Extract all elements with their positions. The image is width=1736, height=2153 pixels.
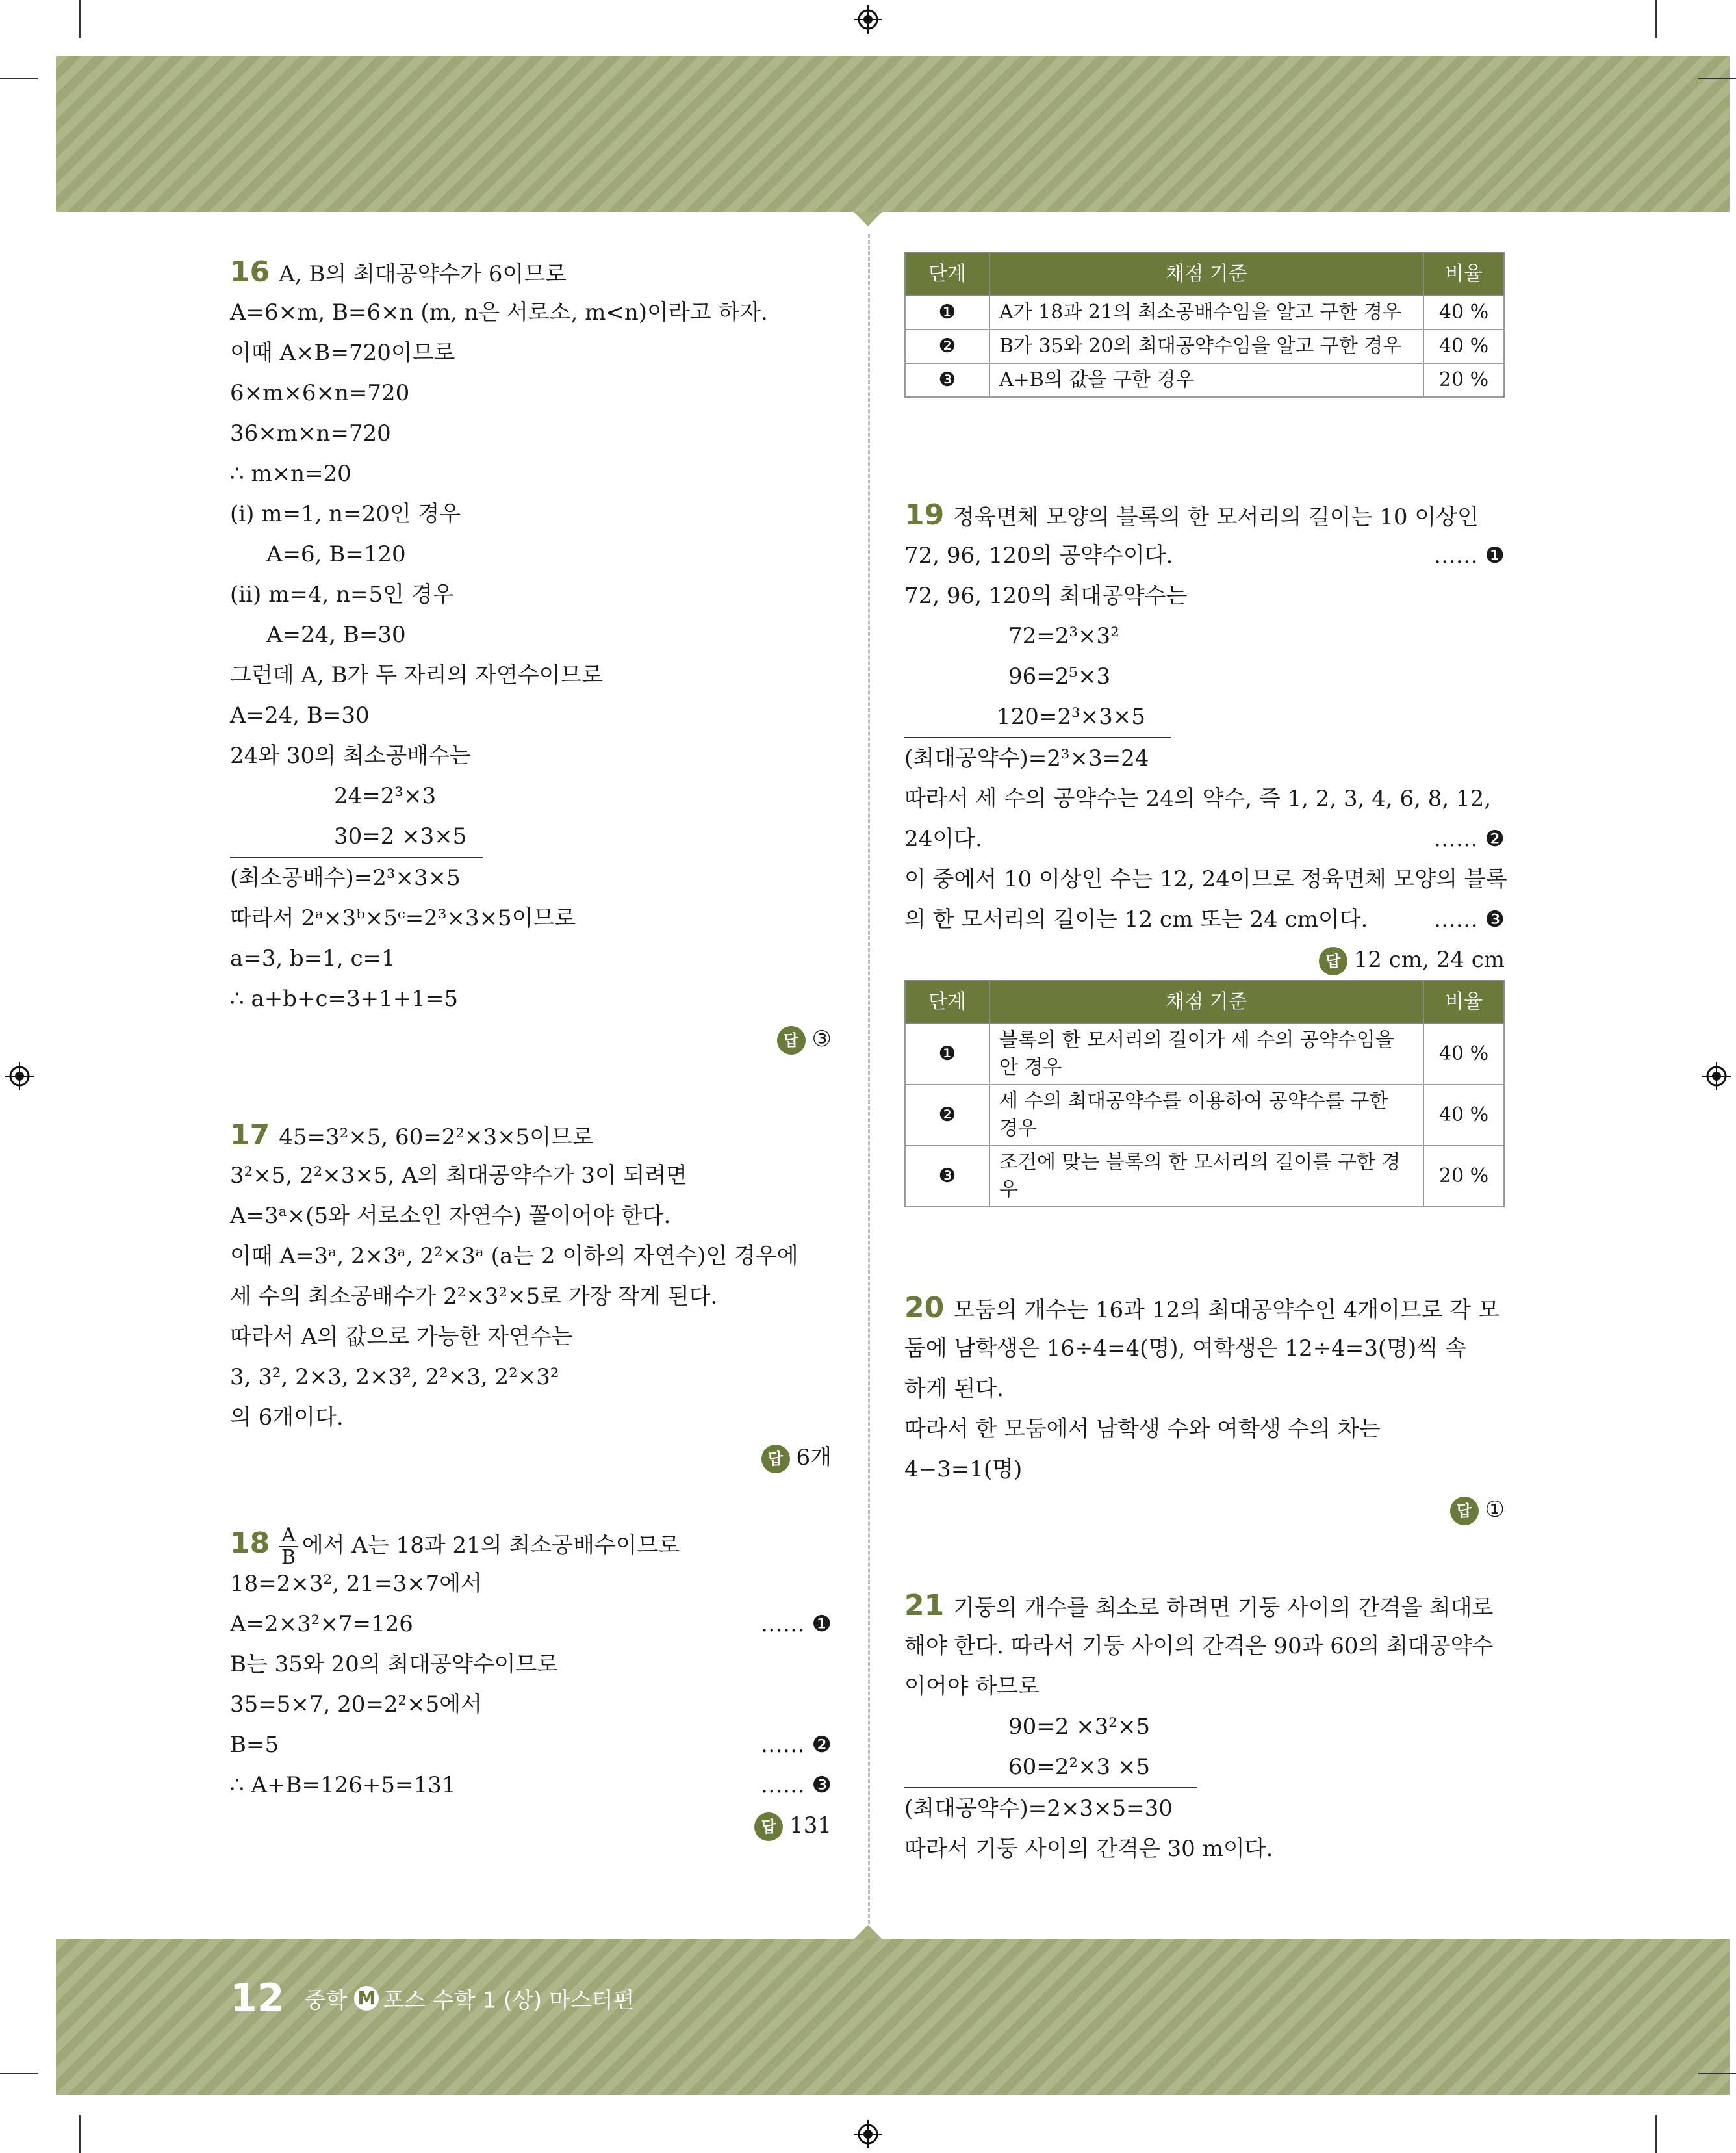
problem-19-line: 따라서 세 수의 공약수는 24의 약수, 즉 1, 2, 3, 4, 6, 8, 12, bbox=[904, 786, 1492, 812]
problem-number: 19 bbox=[904, 498, 945, 532]
problem-21-line: 해야 한다. 따라서 기둥 사이의 간격은 90과 60의 최대공약수 bbox=[904, 1633, 1494, 1659]
problem-18-line: ∴ A+B=126+5=131 …… ❸ bbox=[230, 1765, 832, 1805]
problem-18-line: 18 $\frac{A}{B}$ 에서 A는 18과 21의 최소공배수이므로 bbox=[230, 1524, 680, 1569]
problem-number: 17 bbox=[230, 1118, 270, 1152]
m-logo-icon: M bbox=[354, 1986, 379, 2011]
problem-number: 16 bbox=[230, 255, 270, 289]
fraction: $\frac{A}{B}$ bbox=[279, 1525, 298, 1568]
page-footer bbox=[230, 1976, 634, 2021]
problem-16-line: ∴ a+b+c=3+1+1=5 bbox=[230, 986, 458, 1012]
crop-mark bbox=[0, 2073, 38, 2074]
problem-17-line: 따라서 A의 값으로 가능한 자연수는 bbox=[230, 1324, 573, 1350]
problem-21-line: 21 기둥의 개수를 최소로 하려면 기둥 사이의 간격을 최대로 bbox=[904, 1589, 1494, 1622]
problem-16-line: A=24, B=30 bbox=[266, 622, 406, 648]
problem-19-line: 72, 96, 120의 최대공약수는 bbox=[904, 583, 1188, 609]
problem-19-line: 의 한 모서리의 길이는 12 cm 또는 24 cm이다. …… ❸ bbox=[904, 899, 1505, 940]
step-marker: …… ❸ bbox=[760, 1772, 832, 1798]
problem-16-line: (ⅱ) m=4, n=5인 경우 bbox=[230, 582, 454, 608]
crop-mark bbox=[1655, 0, 1657, 38]
problem-17-line: 세 수의 최소공배수가 2²×3²×5로 가장 작게 된다. bbox=[230, 1283, 718, 1309]
problem-19-line: 120=2³×3×5 bbox=[997, 704, 1145, 730]
right-column bbox=[904, 252, 1505, 1869]
table-row: ❶ 블록의 한 모서리의 길이가 세 수의 공약수임을 안 경우 40 % bbox=[905, 1024, 1504, 1085]
registration-mark-icon bbox=[854, 5, 882, 34]
grading-table-18: 단계 채점 기준 비율 ❶ A가 18과 21의 최소공배수임을 알고 구한 경우 40 % ❷ B가 35와 20의 최대공약수임을 알고 구한 경우 40 % ❸ A+B의 값을 구한 경우 20 % bbox=[904, 252, 1505, 398]
problem-16-line: 24=2³×3 bbox=[334, 783, 437, 809]
answer: 답 12 cm, 24 cm bbox=[904, 940, 1505, 980]
problem-21-line: (최대공약수)=2×3×5=30 bbox=[904, 1796, 1173, 1822]
problem-number: 18 bbox=[230, 1527, 270, 1560]
problem-16-line: ∴ m×n=20 bbox=[230, 461, 351, 487]
problem-number: 21 bbox=[904, 1589, 945, 1622]
problem-17-line: 의 6개이다. bbox=[230, 1404, 344, 1430]
step-marker: …… ❷ bbox=[760, 1732, 832, 1758]
problem-19-line: 19 정육면체 모양의 블록의 한 모서리의 길이는 10 이상인 bbox=[904, 498, 1479, 532]
table-row: ❸ 조건에 맞는 블록의 한 모서리의 길이를 구한 경우 20 % bbox=[905, 1146, 1504, 1207]
step-marker: …… ❶ bbox=[760, 1611, 832, 1637]
problem-16-line: a=3, b=1, c=1 bbox=[230, 946, 396, 972]
problem-18-line: A=2×3²×7=126 …… ❶ bbox=[230, 1604, 832, 1644]
problem-16-line: A=24, B=30 bbox=[230, 703, 370, 728]
problem-21-line: 따라서 기둥 사이의 간격은 30 m이다. bbox=[904, 1836, 1273, 1862]
problem-21-line: 60=2²×3 ×5 bbox=[1008, 1754, 1151, 1780]
problem-20-line: 4−3=1(명) bbox=[904, 1456, 1023, 1482]
problem-16-line: 16 A, B의 최대공약수가 6이므로 bbox=[230, 255, 567, 289]
crop-mark bbox=[79, 0, 81, 38]
answer-badge-icon: 답 bbox=[761, 1445, 790, 1473]
footer-notch bbox=[854, 1925, 882, 1939]
registration-mark-icon bbox=[5, 1062, 34, 1090]
table-row: ❷ 세 수의 최대공약수를 이용하여 공약수를 구한 경우 40 % bbox=[905, 1085, 1504, 1146]
problem-21-line: 90=2 ×3²×5 bbox=[1008, 1714, 1151, 1740]
problem-20-line: 따라서 한 모둠에서 남학생 수와 여학생 수의 차는 bbox=[904, 1416, 1381, 1442]
crop-mark bbox=[1655, 2115, 1657, 2153]
book-title-prefix: 중학 bbox=[304, 1987, 348, 2014]
book-title: 포스 수학 1 (상) 마스터편 bbox=[383, 1987, 635, 2014]
registration-mark-icon bbox=[1702, 1062, 1731, 1090]
header-band bbox=[56, 56, 1730, 212]
problem-17-line: 17 45=3²×5, 60=2²×3×5이므로 bbox=[230, 1118, 594, 1152]
crop-mark bbox=[0, 78, 38, 79]
problem-16-line: 그런데 A, B가 두 자리의 자연수이므로 bbox=[230, 662, 604, 688]
problem-16-line: 36×m×n=720 bbox=[230, 420, 391, 446]
problem-19-line: 96=2⁵×3 bbox=[1008, 664, 1111, 690]
step-marker: …… ❷ bbox=[1433, 826, 1505, 852]
step-marker: …… ❸ bbox=[1433, 907, 1505, 933]
answer-badge-icon: 답 bbox=[777, 1026, 806, 1055]
crop-mark bbox=[79, 2115, 81, 2153]
problem-17-line: 3, 3², 2×3, 2×3², 2²×3, 2²×3² bbox=[230, 1364, 559, 1390]
problem-16-line: 따라서 2ᵃ×3ᵇ×5ᶜ=2³×3×5이므로 bbox=[230, 905, 576, 931]
grading-table-19: 단계 채점 기준 비율 ❶ 블록의 한 모서리의 길이가 세 수의 공약수임을 안 경우 40 % ❷ 세 수의 최대공약수를 이용하여 공약수를 구한 경우 40 % ❸ 조건에 맞는 블록의 한 모서리의 길이를 구한 경우 20 % bbox=[904, 980, 1505, 1207]
problem-16-line: 30=2 ×3×5 bbox=[334, 823, 467, 849]
crop-mark bbox=[1698, 2073, 1736, 2074]
problem-16-line: (최소공배수)=2³×3×5 bbox=[230, 865, 461, 891]
problem-16-line: 24와 30의 최소공배수는 bbox=[230, 743, 471, 769]
problem-16-line: 6×m×6×n=720 bbox=[230, 380, 410, 406]
answer: 답 ① bbox=[904, 1489, 1505, 1530]
problem-16-line: A=6, B=120 bbox=[266, 541, 406, 567]
problem-18-line: 35=5×7, 20=2²×5에서 bbox=[230, 1692, 482, 1718]
answer: 답 131 bbox=[230, 1805, 832, 1846]
page-number: 12 bbox=[230, 1976, 285, 2021]
problem-number: 20 bbox=[904, 1291, 945, 1324]
problem-19-line: (최대공약수)=2³×3=24 bbox=[904, 745, 1149, 771]
header-notch bbox=[854, 212, 882, 226]
table-row: ❶ A가 18과 21의 최소공배수임을 알고 구한 경우 40 % bbox=[905, 296, 1504, 329]
problem-19-line: 24이다. …… ❷ bbox=[904, 819, 1505, 859]
problem-19-line: 이 중에서 10 이상인 수는 12, 24이므로 정육면체 모양의 블록 bbox=[904, 866, 1507, 892]
problem-16-line: (ⅰ) m=1, n=20인 경우 bbox=[230, 501, 461, 527]
problem-17-line: 이때 A=3ᵃ, 2×3ᵃ, 2²×3ᵃ (a는 2 이하의 자연수)인 경우에 bbox=[230, 1243, 798, 1269]
answer: 답 ③ bbox=[230, 1019, 832, 1059]
crop-mark bbox=[1698, 78, 1736, 79]
problem-18-line: 18=2×3², 21=3×7에서 bbox=[230, 1571, 482, 1597]
problem-21-line: 이어야 하므로 bbox=[904, 1673, 1040, 1699]
problem-18-line: B는 35와 20의 최대공약수이므로 bbox=[230, 1651, 559, 1677]
problem-17-line: 3²×5, 2²×3×5, A의 최대공약수가 3이 되려면 bbox=[230, 1163, 688, 1189]
problem-16-line: 이때 A×B=720이므로 bbox=[230, 340, 455, 366]
registration-mark-icon bbox=[854, 2120, 882, 2148]
problem-20-line: 둠에 남학생은 16÷4=4(명), 여학생은 12÷4=3(명)씩 속 bbox=[904, 1335, 1466, 1361]
answer-badge-icon: 답 bbox=[1450, 1497, 1479, 1525]
answer-badge-icon: 답 bbox=[1319, 947, 1347, 975]
table-row: ❷ B가 35와 20의 최대공약수임을 알고 구한 경우 40 % bbox=[905, 329, 1504, 363]
answer: 답 6개 bbox=[230, 1437, 832, 1478]
problem-20-line: 20 모둠의 개수는 16과 12의 최대공약수인 4개이므로 각 모 bbox=[904, 1291, 1500, 1324]
problem-17-line: A=3ᵃ×(5와 서로소인 자연수) 꼴이어야 한다. bbox=[230, 1203, 671, 1229]
left-column bbox=[230, 252, 832, 1846]
answer-badge-icon: 답 bbox=[754, 1812, 783, 1841]
problem-18-line: B=5 …… ❷ bbox=[230, 1725, 832, 1765]
column-divider bbox=[868, 234, 870, 1924]
problem-20-line: 하게 된다. bbox=[904, 1376, 1004, 1402]
problem-19-line: 72, 96, 120의 공약수이다. …… ❶ bbox=[904, 535, 1505, 576]
table-row: ❸ A+B의 값을 구한 경우 20 % bbox=[905, 363, 1504, 397]
problem-19-line: 72=2³×3² bbox=[1008, 623, 1119, 649]
step-marker: …… ❶ bbox=[1433, 543, 1505, 569]
problem-16-line: A=6×m, B=6×n (m, n은 서로소, m<n)이라고 하자. bbox=[230, 300, 768, 326]
